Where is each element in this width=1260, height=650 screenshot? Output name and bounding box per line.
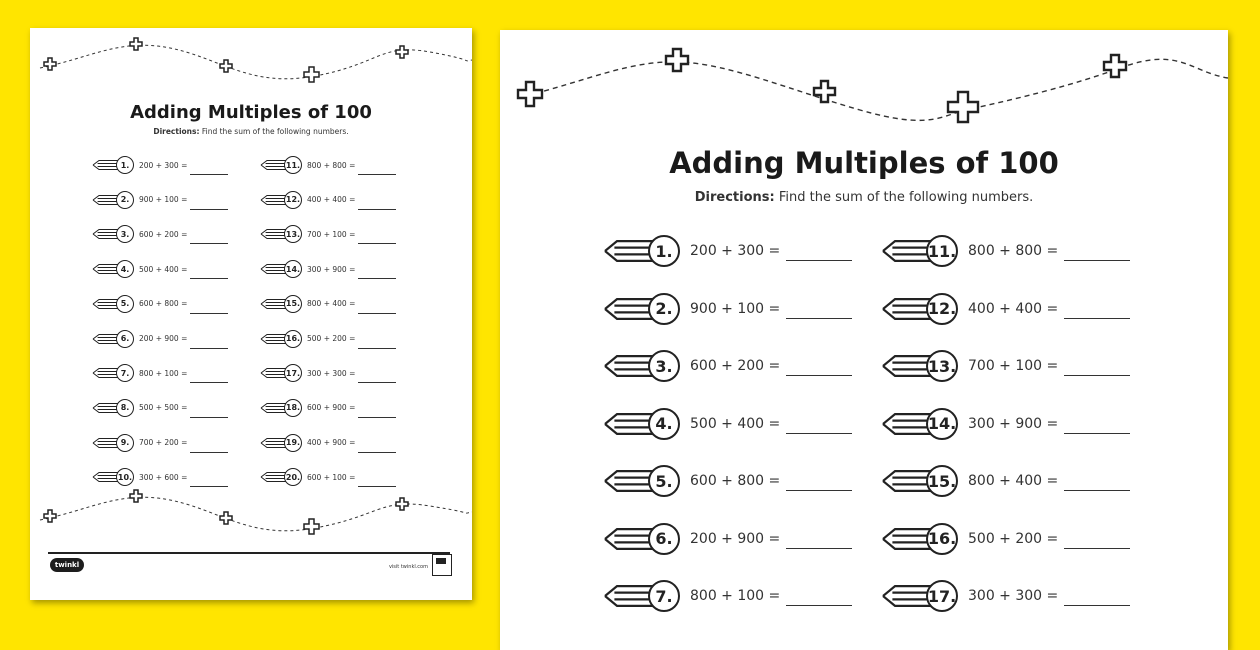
problem-number: 1. bbox=[116, 156, 134, 174]
worksheet-title: Adding Multiples of 100 bbox=[669, 146, 1059, 180]
problem-number: 3. bbox=[116, 225, 134, 243]
answer-blank[interactable] bbox=[358, 398, 396, 418]
problem-item bbox=[260, 467, 396, 487]
twinkl-logo: twinkl bbox=[50, 558, 84, 572]
problem-number: 14. bbox=[284, 260, 302, 278]
problem-item bbox=[92, 155, 228, 175]
problem-item bbox=[260, 259, 396, 279]
answer-blank[interactable] bbox=[1064, 241, 1130, 261]
problem-item bbox=[260, 294, 396, 314]
problem-expression: 300 + 900 = bbox=[968, 415, 1059, 432]
problem-expression: 700 + 200 = bbox=[139, 438, 188, 448]
answer-blank[interactable] bbox=[190, 398, 228, 418]
worksheet-thumbnail bbox=[30, 28, 472, 600]
answer-blank[interactable] bbox=[358, 190, 396, 210]
problem-item bbox=[882, 235, 1130, 267]
problem-expression: 700 + 100 = bbox=[307, 229, 356, 239]
problem-item bbox=[604, 408, 852, 440]
answer-blank[interactable] bbox=[786, 299, 852, 319]
problem-number: 20. bbox=[284, 468, 302, 486]
worksheet-directions: Directions: Find the sum of the following numbers. bbox=[694, 190, 1034, 205]
problem-item bbox=[604, 523, 852, 555]
problem-expression: 500 + 400 = bbox=[690, 415, 781, 432]
problem-expression: 800 + 400 = bbox=[307, 299, 356, 309]
answer-blank[interactable] bbox=[1064, 414, 1130, 434]
problem-number: 4. bbox=[116, 260, 134, 278]
problem-item bbox=[882, 523, 1130, 555]
answer-blank[interactable] bbox=[190, 190, 228, 210]
problem-expression: 800 + 800 = bbox=[307, 160, 356, 170]
problem-expression: 500 + 200 = bbox=[968, 530, 1059, 547]
answer-blank[interactable] bbox=[786, 414, 852, 434]
answer-blank[interactable] bbox=[190, 363, 228, 383]
problem-number: 10. bbox=[116, 468, 134, 486]
answer-blank[interactable] bbox=[1064, 529, 1130, 549]
problem-number: 7. bbox=[648, 580, 680, 612]
problem-expression: 400 + 400 = bbox=[307, 195, 356, 205]
problem-expression: 900 + 100 = bbox=[139, 195, 188, 205]
problem-item bbox=[260, 155, 396, 175]
problem-item bbox=[92, 190, 228, 210]
problem-expression: 600 + 200 = bbox=[690, 358, 781, 374]
problem-item bbox=[604, 293, 852, 325]
problem-expression: 200 + 900 = bbox=[690, 530, 781, 547]
answer-blank[interactable] bbox=[358, 329, 396, 349]
problem-expression: 200 + 900 = bbox=[139, 334, 188, 343]
problem-expression: 500 + 500 = bbox=[139, 403, 188, 413]
footer-divider bbox=[48, 552, 450, 554]
problem-number: 19. bbox=[284, 434, 302, 452]
problem-number: 4. bbox=[648, 408, 680, 440]
answer-blank[interactable] bbox=[190, 155, 228, 175]
answer-blank[interactable] bbox=[786, 529, 852, 549]
problem-item bbox=[260, 190, 396, 210]
problem-number: 5. bbox=[116, 295, 134, 313]
problem-number: 11. bbox=[926, 235, 958, 267]
problem-item bbox=[882, 350, 1130, 382]
answer-blank[interactable] bbox=[358, 294, 396, 314]
problem-item bbox=[604, 465, 852, 497]
problem-number: 12. bbox=[284, 191, 302, 209]
problem-item bbox=[882, 465, 1130, 497]
problem-item bbox=[882, 408, 1130, 440]
answer-blank[interactable] bbox=[1064, 299, 1130, 319]
problem-expression: 600 + 800 = bbox=[139, 299, 188, 309]
problem-item bbox=[92, 259, 228, 279]
quality-badge-icon bbox=[432, 554, 452, 576]
problem-number: 8. bbox=[116, 399, 134, 417]
problem-expression: 200 + 300 = bbox=[690, 243, 781, 259]
problem-number: 7. bbox=[116, 364, 134, 382]
problem-number: 18. bbox=[284, 399, 302, 417]
problem-expression: 300 + 600 = bbox=[139, 472, 188, 482]
answer-blank[interactable] bbox=[190, 329, 228, 349]
problem-number: 17. bbox=[284, 364, 302, 382]
problem-number: 2. bbox=[648, 293, 680, 325]
problem-number: 5. bbox=[648, 465, 680, 497]
problem-number: 16. bbox=[926, 523, 958, 555]
problem-number: 6. bbox=[116, 330, 134, 348]
answer-blank[interactable] bbox=[190, 294, 228, 314]
dashed-plus-border-decoration bbox=[500, 30, 1228, 650]
problem-expression: 400 + 900 = bbox=[307, 438, 356, 448]
problem-item bbox=[92, 329, 228, 349]
answer-blank[interactable] bbox=[358, 155, 396, 175]
worksheet-directions: Directions: Find the sum of the following numbers. bbox=[153, 127, 349, 136]
answer-blank[interactable] bbox=[190, 433, 228, 453]
problem-item bbox=[92, 467, 228, 487]
problem-item bbox=[92, 398, 228, 418]
problem-expression: 900 + 100 = bbox=[690, 300, 781, 317]
problem-number: 6. bbox=[648, 523, 680, 555]
problem-item bbox=[92, 363, 228, 383]
problem-expression: 800 + 800 = bbox=[968, 243, 1059, 259]
problem-number: 17. bbox=[926, 580, 958, 612]
problem-expression: 700 + 100 = bbox=[968, 358, 1059, 374]
problem-item bbox=[260, 398, 396, 418]
answer-blank[interactable] bbox=[358, 363, 396, 383]
problem-number: 14. bbox=[926, 408, 958, 440]
problem-expression: 500 + 400 = bbox=[139, 264, 188, 274]
problem-number: 16. bbox=[284, 330, 302, 348]
problem-number: 3. bbox=[648, 350, 680, 382]
problem-number: 9. bbox=[116, 434, 134, 452]
worksheet-title: Adding Multiples of 100 bbox=[130, 102, 372, 123]
problem-number: 13. bbox=[284, 225, 302, 243]
answer-blank[interactable] bbox=[358, 259, 396, 279]
problem-item bbox=[604, 235, 852, 267]
answer-blank[interactable] bbox=[1064, 471, 1130, 491]
answer-blank[interactable] bbox=[358, 224, 396, 244]
problem-expression: 600 + 100 = bbox=[307, 472, 356, 482]
answer-blank[interactable] bbox=[190, 467, 228, 487]
problem-number: 1. bbox=[648, 235, 680, 267]
problem-expression: 400 + 400 = bbox=[968, 300, 1059, 317]
problem-item bbox=[882, 580, 1130, 612]
problem-item bbox=[92, 433, 228, 453]
problem-item bbox=[604, 350, 852, 382]
problem-item bbox=[92, 294, 228, 314]
answer-blank[interactable] bbox=[190, 224, 228, 244]
problem-number: 2. bbox=[116, 191, 134, 209]
problem-number: 15. bbox=[284, 295, 302, 313]
problem-item bbox=[604, 580, 852, 612]
problem-item bbox=[260, 329, 396, 349]
worksheet-zoomed bbox=[500, 30, 1228, 650]
problem-item bbox=[260, 363, 396, 383]
problem-item bbox=[882, 293, 1130, 325]
answer-blank[interactable] bbox=[1064, 586, 1130, 606]
problem-expression: 800 + 400 = bbox=[968, 473, 1059, 489]
footer-url: visit twinkl.com bbox=[388, 564, 428, 570]
problem-expression: 300 + 300 = bbox=[307, 368, 356, 378]
problem-expression: 200 + 300 = bbox=[139, 160, 188, 170]
problem-item bbox=[260, 433, 396, 453]
problem-item bbox=[92, 224, 228, 244]
problem-number: 12. bbox=[926, 293, 958, 325]
problem-expression: 800 + 100 = bbox=[690, 588, 781, 604]
problem-expression: 800 + 100 = bbox=[139, 368, 188, 378]
answer-blank[interactable] bbox=[786, 471, 852, 491]
answer-blank[interactable] bbox=[786, 586, 852, 606]
answer-blank[interactable] bbox=[786, 356, 852, 376]
problem-expression: 300 + 300 = bbox=[968, 588, 1059, 604]
problem-number: 15. bbox=[926, 465, 958, 497]
problem-expression: 300 + 900 = bbox=[307, 264, 356, 274]
answer-blank[interactable] bbox=[786, 241, 852, 261]
problem-expression: 600 + 800 = bbox=[690, 473, 781, 489]
problem-number: 11. bbox=[284, 156, 302, 174]
problem-item bbox=[260, 224, 396, 244]
answer-blank[interactable] bbox=[358, 467, 396, 487]
problem-expression: 600 + 900 = bbox=[307, 403, 356, 413]
problem-expression: 600 + 200 = bbox=[139, 229, 188, 239]
problem-number: 13. bbox=[926, 350, 958, 382]
answer-blank[interactable] bbox=[190, 259, 228, 279]
answer-blank[interactable] bbox=[1064, 356, 1130, 376]
answer-blank[interactable] bbox=[358, 433, 396, 453]
problem-expression: 500 + 200 = bbox=[307, 334, 356, 343]
